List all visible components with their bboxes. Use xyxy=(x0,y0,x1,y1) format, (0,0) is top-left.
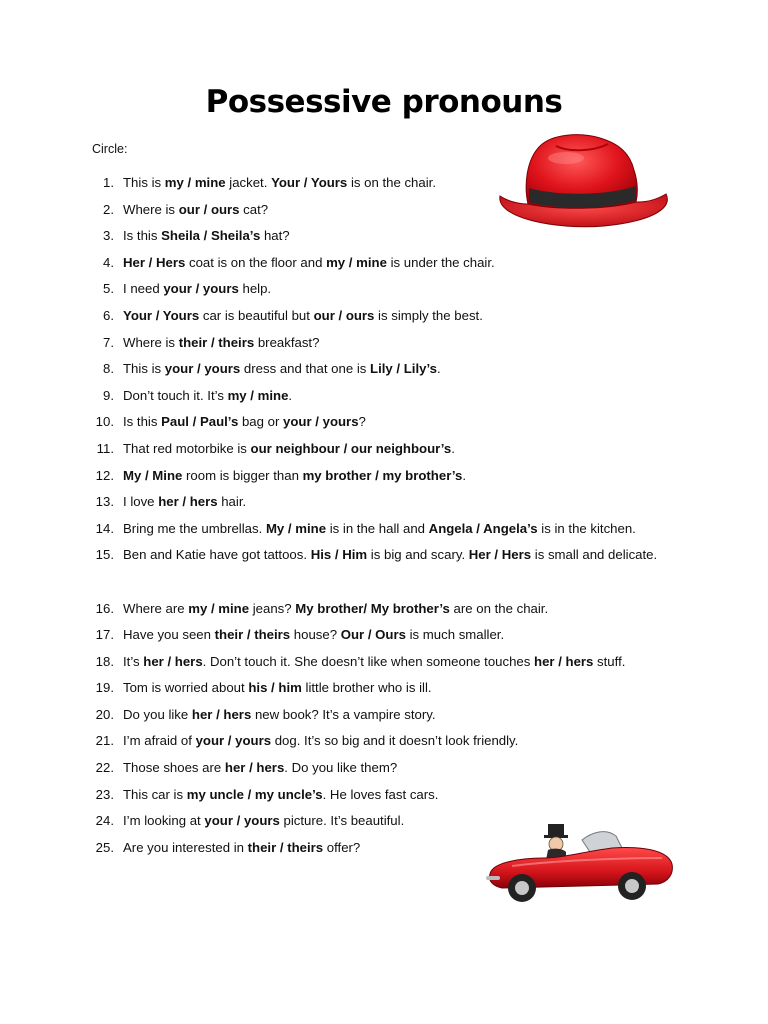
sentence-text: jacket. xyxy=(225,175,272,190)
pronoun-choice[interactable]: my / mine xyxy=(326,254,387,270)
item-sentence xyxy=(123,728,693,755)
sentence-text: This car is xyxy=(123,786,187,802)
item-sentence xyxy=(123,356,693,383)
item-number: 24. xyxy=(95,813,114,829)
sentence-text: This is xyxy=(123,175,165,190)
sentence-text: . xyxy=(451,440,455,456)
list-item xyxy=(0,330,768,357)
sentence-text: . xyxy=(462,467,467,483)
sentence-text: Tom is worried about xyxy=(123,680,249,696)
pronoun-choice[interactable]: my / mine xyxy=(188,600,250,616)
item-sentence xyxy=(123,383,693,410)
sentence-text: little brother who is ill. xyxy=(301,680,432,696)
item-number: 13. xyxy=(95,494,114,510)
list-item xyxy=(0,463,768,490)
list-item xyxy=(0,436,768,463)
item-sentence xyxy=(123,170,693,197)
exercise-list xyxy=(0,170,768,861)
list-item xyxy=(0,596,768,623)
sentence-text: dog. It’s so big and it doesn’t look friendly. xyxy=(271,733,519,749)
list-item xyxy=(0,383,768,410)
item-number: 14. xyxy=(95,520,114,536)
pronoun-choice[interactable]: your / yours xyxy=(204,813,280,829)
sentence-text: This is xyxy=(123,361,165,377)
sentence-text: Do you like xyxy=(123,706,192,722)
item-number: 23. xyxy=(95,786,114,802)
sentence-text: ? xyxy=(358,414,366,430)
item-sentence xyxy=(123,702,693,729)
item-number: 18. xyxy=(95,653,114,669)
item-sentence xyxy=(123,649,693,676)
sentence-text: Where are xyxy=(123,600,189,616)
item-sentence xyxy=(123,622,693,649)
sentence-text: Those shoes are xyxy=(123,760,225,776)
sentence-text: room is bigger than xyxy=(182,467,303,483)
item-sentence xyxy=(123,197,693,224)
item-sentence xyxy=(123,409,693,436)
item-number: 11. xyxy=(96,440,114,456)
item-sentence xyxy=(123,303,693,330)
pronoun-choice[interactable]: our / ours xyxy=(178,201,240,217)
item-number: 5. xyxy=(103,281,114,297)
item-sentence xyxy=(123,330,693,357)
pronoun-choice[interactable]: Paul / Paul’s xyxy=(161,414,239,430)
item-sentence xyxy=(123,276,693,303)
sentence-text: Is this xyxy=(123,414,162,430)
sentence-text: is in the hall and xyxy=(326,520,429,536)
pronoun-choice[interactable]: My / Mine xyxy=(123,467,183,483)
sentence-text: coat is on the floor and xyxy=(185,254,327,270)
pronoun-choice[interactable]: my brother / my brother’s xyxy=(302,467,463,483)
sentence-text: is small and delicate. xyxy=(531,547,658,563)
item-sentence xyxy=(123,223,693,250)
pronoun-choice[interactable]: their / theirs xyxy=(214,627,291,643)
item-sentence xyxy=(123,675,693,702)
pronoun-choice[interactable]: her / hers xyxy=(143,653,203,669)
sentence-text: I need xyxy=(123,281,164,297)
list-item xyxy=(0,702,768,729)
item-number: 6. xyxy=(103,307,114,323)
item-number: 12. xyxy=(95,467,114,483)
sentence-text: stuff. xyxy=(593,653,626,669)
sentence-text: is much smaller. xyxy=(405,627,505,643)
pronoun-choice[interactable]: your / yours xyxy=(163,281,239,297)
sentence-text: That red motorbike is xyxy=(123,440,251,456)
list-item xyxy=(0,782,768,809)
list-item xyxy=(0,622,768,649)
pronoun-choice[interactable]: Our / Ours xyxy=(340,627,406,643)
pronoun-choice[interactable]: his / him xyxy=(248,680,302,696)
item-number: 20. xyxy=(95,706,114,722)
sentence-text: . xyxy=(288,387,293,403)
list-item xyxy=(0,755,768,782)
pronoun-choice[interactable]: their / theirs xyxy=(178,334,255,350)
pronoun-choice[interactable]: her / hers xyxy=(191,706,252,722)
sentence-text: hat? xyxy=(260,228,290,244)
sentence-text: is in the kitchen. xyxy=(537,520,636,536)
sentence-text: . Do you like them? xyxy=(284,760,398,776)
item-sentence xyxy=(123,516,693,543)
pronoun-choice[interactable]: Sheila / Sheila’s xyxy=(161,228,261,244)
sentence-text: Bring me the umbrellas. xyxy=(123,520,266,536)
sentence-text: are on the chair. xyxy=(449,600,549,616)
pronoun-choice[interactable]: Your / Yours xyxy=(271,175,348,190)
item-number: 7. xyxy=(103,334,114,350)
sentence-text: jeans? xyxy=(249,600,296,616)
sentence-text: is big and scary. xyxy=(367,547,469,563)
item-sentence xyxy=(123,436,693,463)
list-item xyxy=(0,675,768,702)
item-number: 8. xyxy=(103,361,114,377)
item-number: 9. xyxy=(103,387,114,403)
sentence-text: I’m looking at xyxy=(123,813,205,829)
pronoun-choice[interactable]: my uncle / my uncle’s xyxy=(186,786,323,802)
item-sentence xyxy=(123,542,663,569)
sentence-text: I’m afraid of xyxy=(123,733,196,749)
sentence-text: dress and that one is xyxy=(240,361,371,377)
pronoun-choice[interactable]: your / yours xyxy=(283,414,359,430)
item-number: 10. xyxy=(95,414,114,430)
sentence-text: bag or xyxy=(238,414,284,430)
item-number: 3. xyxy=(103,228,114,244)
list-item xyxy=(0,303,768,330)
sentence-text: is on the chair. xyxy=(347,175,436,190)
item-number: 19. xyxy=(95,680,114,696)
sentence-text: hair. xyxy=(217,494,247,510)
pronoun-choice[interactable]: His / Him xyxy=(310,547,368,563)
pronoun-choice[interactable]: Her / Hers xyxy=(468,547,532,563)
pronoun-choice[interactable]: your / yours xyxy=(195,733,272,749)
pronoun-choice[interactable]: my / mine xyxy=(164,175,226,190)
item-number: 4. xyxy=(103,254,114,270)
item-number: 22. xyxy=(95,760,114,776)
item-number: 15. xyxy=(95,547,114,563)
instruction-label: Circle: xyxy=(92,142,128,156)
list-item xyxy=(0,516,768,543)
list-item xyxy=(0,489,768,516)
item-sentence xyxy=(123,250,693,277)
sentence-text: It’s xyxy=(123,653,144,669)
list-item xyxy=(0,728,768,755)
sentence-text: house? xyxy=(290,627,341,643)
pronoun-choice[interactable]: My / mine xyxy=(265,520,327,536)
sentence-text: offer? xyxy=(323,839,361,855)
pronoun-choice[interactable]: their / theirs xyxy=(247,839,324,855)
pronoun-choice[interactable]: Angela / Angela’s xyxy=(428,520,538,536)
list-item xyxy=(0,409,768,436)
red-convertible-car-icon xyxy=(482,818,676,910)
sentence-text: Are you interested in xyxy=(123,839,248,855)
sentence-text: I love xyxy=(123,494,159,510)
sentence-text: Where is xyxy=(123,334,179,350)
item-sentence xyxy=(123,596,693,623)
list-item xyxy=(0,276,768,303)
list-item xyxy=(0,197,768,224)
list-item xyxy=(0,542,768,595)
list-item xyxy=(0,250,768,277)
sentence-text: . He loves fast cars. xyxy=(322,786,439,802)
sentence-text: new book? It’s a vampire story. xyxy=(251,706,436,722)
sentence-text: help. xyxy=(238,281,272,297)
item-sentence xyxy=(123,782,693,809)
pronoun-choice[interactable]: your / yours xyxy=(164,361,241,377)
item-number: 2. xyxy=(103,201,114,217)
pronoun-choice[interactable]: our neighbour / our neighbour’s xyxy=(250,440,452,456)
item-number: 17. xyxy=(95,627,114,643)
pronoun-choice[interactable]: Her / Hers xyxy=(123,254,186,270)
sentence-text: Have you seen xyxy=(123,627,215,643)
sentence-text: picture. It’s beautiful. xyxy=(279,813,405,829)
sentence-text: Is this xyxy=(123,228,162,244)
pronoun-choice[interactable]: Lily / Lily’s xyxy=(370,361,437,377)
sentence-text: Ben and Katie have got tattoos. xyxy=(123,547,311,563)
sentence-text: is under the chair. xyxy=(386,254,495,270)
item-sentence xyxy=(123,463,693,490)
item-number: 16. xyxy=(95,600,114,616)
pronoun-choice[interactable]: my / mine xyxy=(227,387,289,403)
pronoun-choice[interactable]: her / hers xyxy=(534,653,594,669)
sentence-text: cat? xyxy=(239,201,269,217)
list-item xyxy=(0,356,768,383)
item-sentence xyxy=(123,755,693,782)
pronoun-choice[interactable]: her / hers xyxy=(158,494,218,510)
item-number: 25. xyxy=(95,839,114,855)
item-sentence xyxy=(123,489,693,516)
list-item xyxy=(0,223,768,250)
pronoun-choice[interactable]: My brother/ My brother’s xyxy=(295,600,450,616)
sentence-text: is simply the best. xyxy=(374,307,483,323)
sentence-text: car is beautiful but xyxy=(199,307,314,323)
pronoun-choice[interactable]: our / ours xyxy=(313,307,375,323)
list-item xyxy=(0,170,768,197)
sentence-text: breakfast? xyxy=(254,334,320,350)
pronoun-choice[interactable]: her / hers xyxy=(224,760,285,776)
list-item xyxy=(0,649,768,676)
item-number: 21. xyxy=(95,733,114,749)
sentence-text: . Don’t touch it. She doesn’t like when someone touches xyxy=(202,653,535,669)
item-number: 1. xyxy=(103,175,114,190)
page-title: Possessive pronouns xyxy=(205,84,563,120)
sentence-text: Don’t touch it. It’s xyxy=(123,387,228,403)
pronoun-choice[interactable]: Your / Yours xyxy=(123,307,200,323)
sentence-text: Where is xyxy=(123,201,179,217)
sentence-text: . xyxy=(436,361,441,377)
